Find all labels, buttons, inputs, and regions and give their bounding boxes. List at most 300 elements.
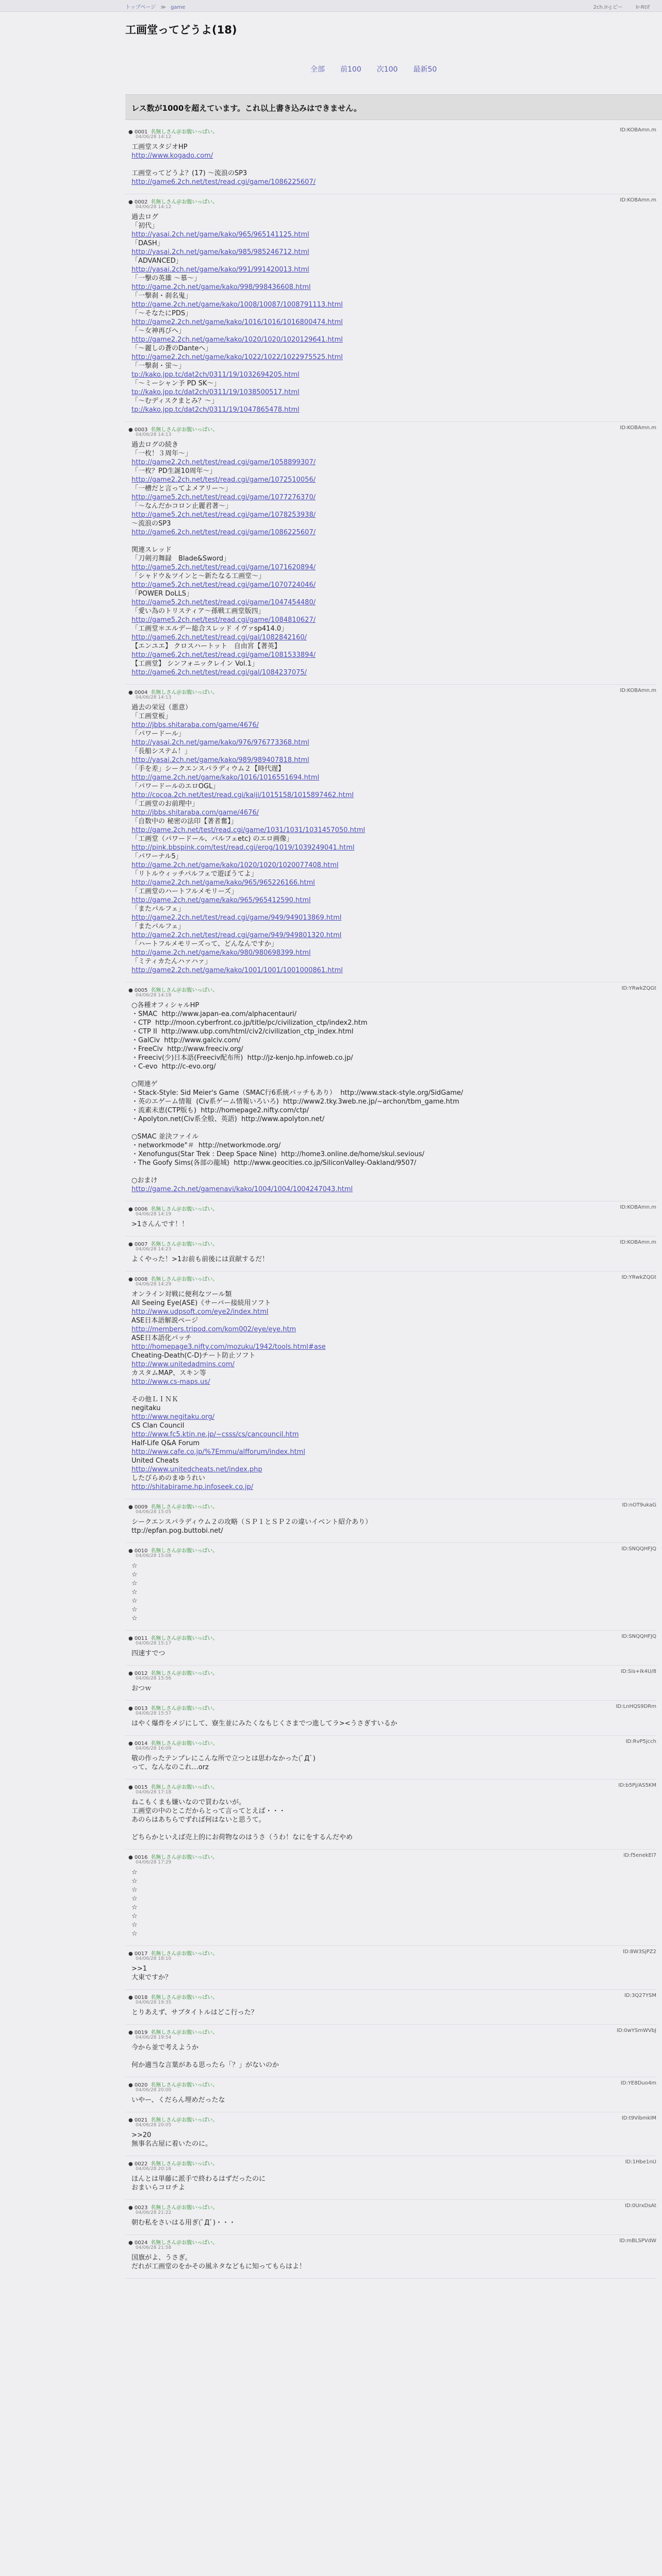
post-number[interactable]: ● 0008: [128, 1277, 148, 1282]
post-number[interactable]: ● 0016: [128, 1855, 148, 1860]
post-author: 名無しさん＠お腹いっぱい。: [151, 2030, 218, 2036]
post-text-line: 「パワードールのエロOGL」: [131, 783, 220, 790]
post-link[interactable]: http://game2.2ch.net/test/read.cgi/game/949/949013869.html: [131, 914, 342, 922]
post-date: 04/06/28 18:10: [136, 1956, 172, 1961]
post-link[interactable]: http://game.2ch.net/game/kako/980/980698399.html: [131, 949, 311, 957]
post-link[interactable]: http://game5.2ch.net/test/read.cgi/game/1047454480/: [131, 599, 316, 606]
post-header: [128, 127, 656, 134]
post-link[interactable]: http://game5.2ch.net/test/read.cgi/game/1084810627/: [131, 616, 316, 624]
post-link[interactable]: http://yasai.2ch.net/game/kako/991/991420013.html: [131, 266, 309, 274]
post-text-line: ・流素未恵(CTP版も) http://homepage2.nifty.com/ctp/: [131, 1107, 309, 1114]
post-text-line: 【工画堂】 シンフォニックレイン Vol.1」: [131, 660, 258, 668]
post-link[interactable]: http://jbbs.shitaraba.com/game/4676/: [131, 809, 259, 817]
post: [125, 982, 656, 1201]
post-link[interactable]: http://yasai.2ch.net/game/kako/985/985246712.html: [131, 248, 309, 256]
post-date: 04/06/28 14:12: [136, 205, 172, 210]
post-link[interactable]: http://game.2ch.net/gamenavi/kako/1004/1004/1004247043.html: [131, 1185, 353, 1193]
post-text-line: >>20: [131, 2131, 152, 2139]
post-link[interactable]: http://www.negitaku.org/: [131, 1413, 215, 1421]
post-header: [128, 2203, 656, 2210]
post: [125, 2112, 656, 2156]
post-text-line: はやく爆炸をメジにして、寮生並にみたくなもじくさまでつ進してラ><うさぎすいるか: [131, 1720, 398, 1727]
post-text-line: 過去ログ: [131, 213, 159, 221]
nav-latest50-link[interactable]: 最新50: [413, 65, 437, 74]
post-number[interactable]: ● 0007: [128, 1242, 148, 1247]
post-text-line: 今から並で考えようか: [131, 2044, 199, 2052]
post-text-line: 「初代」: [131, 222, 159, 230]
post-link[interactable]: http://homepage3.nifty.com/mozuku/1942/tools.html#ase: [131, 1343, 326, 1351]
blank-line: [131, 1167, 656, 1176]
nav-next100-link[interactable]: 次100: [376, 65, 398, 74]
post-number[interactable]: ● 0015: [128, 1785, 148, 1790]
post-link[interactable]: http://www.cafe.co.jp/%7Emmu/alfforum/index.html: [131, 1448, 305, 1456]
post-text-line: Half-Life Q&A Forum: [131, 1439, 200, 1447]
post: [125, 1736, 656, 1780]
post-link[interactable]: tp://kako.jpp.tc/dat2ch/0311/19/1047865478.html: [131, 406, 300, 414]
post-link[interactable]: tp://kako.jpp.tc/dat2ch/0311/19/1038500517.html: [131, 388, 300, 396]
post-text-line: 「一撃刹・刹名鬼」: [131, 292, 192, 300]
post: [125, 1631, 656, 1666]
post-text-line: 「一枚！３周年～」: [131, 450, 192, 457]
breadcrumb-top-link[interactable]: トップページ: [125, 5, 156, 10]
post-text-line: ・The Goofy Sims(各部の龍城) http://www.geocities.co.jp/SiliconValley-Oakland/9507/: [131, 1159, 417, 1167]
post-text-line: ・Freeciv(少)日本語(Freeciv配布所) http://jz-kenjo.hp.infoweb.co.jp/: [131, 1054, 353, 1062]
post-date: 04/06/28 15:17: [136, 1641, 172, 1646]
post-id: ID:0UrxDsAt: [625, 2203, 656, 2209]
post-text-line: シークエンスパラディウム２の攻略（ＳＰ１とＳＰ２の違いイベント紹介あり）: [131, 1518, 372, 1526]
post-text-line: ☆: [131, 1930, 138, 1938]
post-date: 04/06/28 21:22: [136, 2210, 172, 2215]
post-number[interactable]: ● 0022: [128, 2161, 148, 2167]
post-text-line: ☆: [131, 1606, 138, 1614]
post-link[interactable]: http://www.unitedcheats.net/index.php: [131, 1466, 262, 1473]
post-number[interactable]: ● 0013: [128, 1706, 148, 1711]
post-link[interactable]: http://www.udpsoft.com/eye2/index.html: [131, 1308, 269, 1316]
post-number[interactable]: ● 0012: [128, 1671, 148, 1676]
post-text-line: 「DASH」: [131, 240, 164, 247]
post-link[interactable]: http://game2.2ch.net/game/kako/1016/1016/1016800474.html: [131, 318, 343, 326]
post-id: ID:8W3SjPZ2: [623, 1949, 656, 1955]
post-text-line: 朝む私をさいはる用ぎ(ﾟДﾟ)・・・: [131, 2219, 236, 2227]
post-text-line: ☆: [131, 1877, 138, 1885]
post-text-line: 「工画堂板」: [131, 713, 172, 720]
post: [125, 685, 656, 982]
post-text-line: CS Clan Council: [131, 1422, 185, 1430]
post-number[interactable]: ● 0017: [128, 1951, 148, 1957]
top-right-link-2[interactable]: lr-Rtif: [635, 5, 650, 10]
post-text-line: 工画堂スタジオHP: [131, 143, 188, 151]
post: [125, 1701, 656, 1736]
post: [125, 194, 656, 422]
post: [125, 1543, 656, 1631]
post-text-line: 「POWER DoLLS」: [131, 590, 193, 598]
breadcrumb-game-link[interactable]: game: [170, 5, 186, 10]
post-text-line: ねこもくまも嫌いなので買わないが。: [131, 1799, 246, 1806]
post: [125, 1201, 656, 1236]
post-link[interactable]: http://game2.2ch.net/test/read.cgi/game/1058899307/: [131, 459, 316, 466]
post-link[interactable]: http://game2.2ch.net/test/read.cgi/game/949/949801320.html: [131, 931, 342, 939]
post-text-line: ～流浪のSP3: [131, 520, 171, 528]
post-author: 名無しさん＠お腹いっぱい。: [151, 690, 218, 696]
post-header: [128, 1739, 656, 1746]
post-link[interactable]: http://game6.2ch.net/test/read.cgi/game/1086225607/: [131, 529, 316, 536]
post-link[interactable]: http://www.fc5.ktin.ne.jp/~csss/cs/cancouncil.htm: [131, 1431, 299, 1438]
post-body: [131, 2218, 656, 2227]
post-list: [125, 124, 656, 2279]
post-date: 04/06/28 17:18: [136, 1790, 172, 1795]
post-text-line: おつｗ: [131, 1685, 152, 1692]
post-text-line: 【エンユエ】 クロスハートット 自由宮【著英】: [131, 642, 281, 650]
post-link[interactable]: http://www.kogado.com/: [131, 152, 213, 160]
blank-line: [131, 1124, 656, 1132]
post-date: 04/06/28 20:16: [136, 2166, 172, 2172]
post-author: 名無しさん＠お腹いっぱい。: [151, 2205, 218, 2211]
post-link[interactable]: http://game5.2ch.net/test/read.cgi/game/1078253938/: [131, 511, 316, 519]
post-text-line: 「工画堂のハートフルメモリーズ」: [131, 888, 238, 895]
post: [125, 1499, 656, 1543]
post-link[interactable]: http://yasai.2ch.net/game/kako/976/976773368.html: [131, 739, 309, 747]
post-text-line: ○SMAC 並決ファイル: [131, 1133, 199, 1141]
post-text-line: ・Xenofungus(Star Trek : Deep Space Nine) http://home3.online.de/home/skul.sevious/: [131, 1150, 425, 1158]
post-text-line: 「刀剣刃舞録 Blade&Sword」: [131, 555, 230, 563]
post-text-line: 「またパルフェ」: [131, 923, 185, 930]
post-id: ID:SNQQHFJQ: [621, 1634, 656, 1639]
post-body: [131, 2131, 656, 2148]
post-text-line: 何か適当な言葉がある思ったら「？」がないのか: [131, 2061, 279, 2069]
post: [125, 1272, 656, 1499]
post-date: 04/06/28 15:08: [136, 1553, 172, 1558]
post-text-line: ・FreeCiv http://www.freeciv.org/: [131, 1045, 243, 1053]
post-text-line: 「工画堂（パワードール、パルフェetc) のエロ画像」: [131, 835, 293, 843]
post-date: 04/06/28 15:05: [136, 1510, 172, 1515]
post-number[interactable]: ● 0005: [128, 988, 148, 993]
post: [125, 422, 656, 685]
post-link[interactable]: http://game.2ch.net/game/kako/1020/1020/1020077408.html: [131, 861, 339, 869]
post-text-line: 過去の栄冠（悪意）: [131, 704, 192, 711]
post-text-line: ・SMAC http://www.japan-ea.com/alphacentauri/: [131, 1010, 297, 1018]
post-text-line: 「愛い為のトリスティア～孫戦工画堂版四」: [131, 607, 265, 615]
post-text-line: ☆: [131, 1921, 138, 1929]
post-link[interactable]: http://www.cs-maps.us/: [131, 1378, 210, 1386]
post-id: ID:KOBAmn.m: [620, 1205, 656, 1210]
post-text-line: >>1: [131, 1965, 147, 1973]
post-body: [131, 1220, 656, 1229]
post-text-line: ☆: [131, 1597, 138, 1605]
post-text-line: 過去ログの続き: [131, 441, 179, 449]
post-id: ID:b5Pj/AS5KM: [618, 1783, 656, 1788]
post-text-line: ほんとは単藤に派手で終わるはずだったのに: [131, 2175, 266, 2183]
post-link[interactable]: http://game5.2ch.net/test/read.cgi/game/1071620894/: [131, 564, 316, 571]
post-text-line: カスタムMAP、スキン等: [131, 1369, 206, 1377]
post-link[interactable]: http://game6.2ch.net/test/read.cgi/game/1086225607/: [131, 178, 316, 186]
post-id: ID:1Hbe1nU: [625, 2159, 656, 2165]
post-body: [131, 1001, 656, 1194]
post-link[interactable]: http://yasai.2ch.net/game/kako/989/989407818.html: [131, 756, 309, 764]
post-text-line: 「～むディスクまとみ？～」: [131, 397, 218, 405]
post: [125, 1666, 656, 1701]
post-link[interactable]: http://www.unitedadmins.com/: [131, 1361, 235, 1368]
post-header: [128, 986, 656, 993]
post-text-line: ☆: [131, 1886, 138, 1894]
post-text-line: ☆: [131, 1912, 138, 1920]
blank-line: [131, 537, 656, 546]
post-link[interactable]: http://game2.2ch.net/game/kako/1001/1001/1001000861.html: [131, 967, 343, 974]
post-header: [128, 2238, 656, 2245]
post-date: 04/06/28 14:23: [136, 1247, 172, 1252]
post-number[interactable]: ● 0019: [128, 2030, 148, 2036]
post-body: [131, 143, 656, 187]
post-link[interactable]: http://yasai.2ch.net/game/kako/965/965141125.html: [131, 231, 309, 239]
post-text-line: ☆: [131, 1904, 138, 1911]
post-text-line: いやー、くだらん埋めだったな: [131, 2096, 225, 2104]
breadcrumb-separator: ≫: [160, 5, 166, 10]
post-text-line: あのらはあちらでずれば何はないと思うて。: [131, 1816, 266, 1824]
post-text-line: negitaku: [131, 1404, 161, 1412]
post-text-line: 「工画堂＊エルデー総合スレッド イヴァsp414.0」: [131, 625, 288, 633]
post-text-line: したびらめのまゆうれい: [131, 1475, 206, 1482]
post-id: ID:YRwkZQGt: [621, 1275, 656, 1280]
post-link[interactable]: http://game5.2ch.net/test/read.cgi/game/1077276370/: [131, 494, 316, 501]
post-id: ID:nOT9ukaG: [622, 1502, 656, 1508]
post-text-line: ☆: [131, 1571, 138, 1579]
post-date: 04/06/28 14:29: [136, 1282, 172, 1287]
post-text-line: 「ADVANCED」: [131, 257, 183, 265]
post-text-line: ○関連ゲ: [131, 1080, 158, 1088]
post-number[interactable]: ● 0023: [128, 2205, 148, 2211]
post-link[interactable]: http://game2.2ch.net/test/read.cgi/game/1072510056/: [131, 476, 316, 484]
post-date: 04/06/28 14:13: [136, 695, 172, 700]
post-link[interactable]: http://game.2ch.net/game/kako/1008/10087/1008791113.html: [131, 301, 343, 309]
post-text-line: 大東ですか？: [131, 1974, 172, 1981]
post-text-line: ttp://epfan.pog.buttobi.net/: [131, 1527, 223, 1535]
post-header: [128, 425, 656, 432]
post-date: 04/06/28 14:18: [136, 993, 172, 998]
post-text-line: ・GalCiv http://www.galciv.com/: [131, 1037, 241, 1044]
post-number[interactable]: ● 0004: [128, 690, 148, 696]
post-author: 名無しさん＠お腹いっぱい。: [151, 1207, 218, 1212]
post-text-line: 「一枚？PD生誕10周年～」: [131, 467, 217, 475]
post-id: ID:SNQQHFJQ: [621, 1546, 656, 1552]
post-number[interactable]: ● 0018: [128, 1995, 148, 2001]
top-right-links: [582, 3, 650, 10]
post-link[interactable]: http://game.2ch.net/game/kako/965/965412590.html: [131, 896, 311, 904]
post-author: 名無しさん＠お腹いっぱい。: [151, 2240, 218, 2246]
post-text-line: おまいらコロチよ: [131, 2184, 186, 2192]
post-date: 04/06/28 20:00: [136, 2088, 172, 2093]
post-id: ID:YE8Duo4m: [620, 2080, 656, 2086]
post-id: ID:YRwkZQGt: [621, 986, 656, 991]
thread-full-warning: [125, 94, 662, 120]
thread-title: 工画堂ってどうよ(18): [125, 24, 237, 36]
post-id: ID:Sis+Ik4U/8: [621, 1669, 656, 1674]
post-author: 名無しさん＠お腹いっぱい。: [151, 199, 218, 205]
post: [125, 2025, 656, 2077]
post-author: 名無しさん＠お腹いっぱい。: [151, 1785, 218, 1790]
post: [125, 2077, 656, 2112]
post-link[interactable]: http://cocoa.2ch.net/test/read.cgi/kaiji/1015158/1015897462.html: [131, 791, 354, 799]
post-link[interactable]: http://shitabirame.hp.infoseek.co.jp/: [131, 1483, 254, 1491]
blank-line: [131, 1824, 656, 1833]
post-number[interactable]: ● 0006: [128, 1207, 148, 1212]
post-author: 名無しさん＠お腹いっぱい。: [151, 2161, 218, 2167]
post-header: [128, 1240, 656, 1247]
post-text-line: ☆: [131, 1588, 138, 1596]
post: [125, 2200, 656, 2235]
post-link[interactable]: http://game2.2ch.net/game/kako/1022/1022/1022975525.html: [131, 353, 343, 361]
post-text-line: だれが工画堂のをかその風ネタなどもに知ってもらはよ！: [131, 2263, 306, 2270]
post-body: [131, 1684, 656, 1693]
post-text-line: ・英のエゲーム情報 (Civ系ゲーム情報いろいろ) http://www2.tky.3web.ne.jp/~archon/tbm_game.htm: [131, 1098, 459, 1106]
post-text-line: ☆: [131, 1580, 138, 1587]
post-number[interactable]: ● 0020: [128, 2082, 148, 2088]
post-body: [131, 1964, 656, 1982]
post-author: 名無しさん＠お腹いっぱい。: [151, 988, 218, 993]
post-link[interactable]: http://game6.2ch.net/test/read.cgi/gal/1084237075/: [131, 669, 307, 676]
post-author: 名無しさん＠お腹いっぱい。: [151, 1242, 218, 1247]
post-id: ID:KOBAmn.m: [620, 425, 656, 431]
post-body: [131, 1255, 656, 1264]
post-link[interactable]: http://game.2ch.net/game/kako/998/998436608.html: [131, 283, 311, 291]
post-text-line: 「～女神再びへ」: [131, 327, 186, 335]
post-text-line: 「一槽だと言ってよメアリー～」: [131, 485, 232, 493]
post-date: 04/06/28 19:54: [136, 2035, 172, 2040]
post-link[interactable]: tp://kako.jpp.tc/dat2ch/0311/19/1032694205.html: [131, 371, 300, 379]
post-text-line: 「～なんだかコロン止麗君著～」: [131, 502, 233, 510]
post-text-line: 「～そなたにPDS」: [131, 310, 192, 317]
post-id: ID:0wYSmWVbJ: [617, 2028, 656, 2033]
post-id: ID:KOBAmn.m: [620, 127, 656, 133]
post-body: [131, 213, 656, 414]
post-text-line: ・Stack-Style: Sid Meier's Game（SMAC行6系統パッチもあり） http://www.stack-style.org/SidGame/: [131, 1089, 464, 1097]
nav-prev100-link[interactable]: 前100: [340, 65, 361, 74]
post-link[interactable]: http://jbbs.shitaraba.com/game/4676/: [131, 721, 259, 729]
post-body: [131, 1754, 656, 1772]
post-number[interactable]: ● 0011: [128, 1636, 148, 1641]
post-text-line: 関連スレッド: [131, 546, 172, 554]
post-text-line: 工画堂の中のとこだからとって言ってとえば・・・: [131, 1807, 286, 1815]
post-body: [131, 1868, 656, 1938]
post-header: [128, 1783, 656, 1790]
post: [125, 1946, 656, 1990]
post-id: ID:KOBAmn.m: [620, 688, 656, 693]
post-number[interactable]: ● 0003: [128, 427, 148, 433]
post-number[interactable]: ● 0021: [128, 2117, 148, 2123]
post-author: 名無しさん＠お腹いっぱい。: [151, 1855, 218, 1860]
post: [125, 1850, 656, 1946]
post-date: 04/06/28 17:29: [136, 1860, 172, 1865]
post-author: 名無しさん＠お腹いっぱい。: [151, 427, 218, 433]
post-text-line: 「パワーナル5」: [131, 853, 183, 860]
blank-line: [131, 2052, 656, 2061]
post: [125, 1780, 656, 1850]
post-author: 名無しさん＠お腹いっぱい。: [151, 1504, 218, 1510]
post-link[interactable]: http://game.2ch.net/test/read.cgi/game/1031/1031/1031457050.html: [131, 826, 366, 834]
nav-all-link[interactable]: 全部: [310, 65, 325, 74]
post-date: 04/06/28 14:13: [136, 432, 172, 437]
post-header: [128, 688, 656, 695]
post: [125, 1990, 656, 2025]
post-body: [131, 1562, 656, 1623]
blank-line: [131, 1071, 656, 1080]
post-link[interactable]: http://pink.bbspink.com/test/read.cgi/erog/1019/1039249041.html: [131, 844, 355, 852]
post-text-line: 工画堂ってどうよ？(17) ～流浪のSP3: [131, 170, 247, 177]
post-body: [131, 2253, 656, 2271]
post-author: 名無しさん＠お腹いっぱい。: [151, 1548, 218, 1554]
post: [125, 1236, 656, 1272]
post-number[interactable]: ● 0014: [128, 1741, 148, 1747]
post-link[interactable]: http://game6.2ch.net/test/read.cgi/gal/1082842160/: [131, 634, 307, 641]
warning-text: レス数が1000を超えています。これ以上書き込みはできません。: [131, 104, 362, 113]
post-number[interactable]: ● 0010: [128, 1548, 148, 1554]
post-author: 名無しさん＠お腹いっぱい。: [151, 1277, 218, 1282]
post: [125, 2235, 656, 2279]
blank-line: [131, 1386, 656, 1395]
post-author: 名無しさん＠お腹いっぱい。: [151, 1671, 218, 1676]
post-link[interactable]: http://game5.2ch.net/test/read.cgi/game/1070724046/: [131, 581, 316, 589]
post-text-line: United Cheats: [131, 1457, 179, 1465]
post-date: 04/06/28 14:19: [136, 1212, 172, 1217]
post-date: 04/06/28 20:05: [136, 2123, 172, 2128]
top-right-link-1[interactable]: 2ch.lr-j:ピー: [593, 5, 623, 10]
post-body: [131, 2008, 656, 2017]
post-link[interactable]: http://game2.2ch.net/game/kako/1020/1020/1020129641.html: [131, 336, 343, 344]
post-date: 04/06/28 15:57: [136, 1711, 172, 1716]
post-number[interactable]: ● 0002: [128, 199, 148, 205]
post-body: [131, 1798, 656, 1842]
post-text-line: ○おまけ: [131, 1177, 158, 1184]
post-author: 名無しさん＠お腹いっぱい。: [151, 2117, 218, 2123]
post-header: [128, 2028, 656, 2035]
post-text-line: ○各種オフィシャルHP: [131, 1002, 200, 1009]
post-header: [128, 1704, 656, 1711]
post-date: 04/06/28 21:58: [136, 2245, 172, 2250]
post-text-line: All Seeing Eye(ASE)《サーバー接続用ソフト: [131, 1299, 271, 1307]
post-text-line: 国旗がよ、うさぎ。: [131, 2254, 192, 2262]
post-number[interactable]: ● 0009: [128, 1504, 148, 1510]
blank-line: [131, 160, 656, 169]
post-text-line: 「～麗しの蒼のDanteへ」: [131, 345, 212, 352]
post-header: [128, 1275, 656, 1282]
post-body: [131, 1518, 656, 1535]
post-text-line: ・CTP II http://www.ubp.com/html/civ2/civilization_ctp_index.html: [131, 1028, 354, 1036]
post-number[interactable]: ● 0001: [128, 129, 148, 135]
post-text-line: よくやった！>1お前も前後には貢献するだ！: [131, 1256, 269, 1263]
post-id: ID:RvP5jcch: [625, 1739, 656, 1744]
post-link[interactable]: http://game6.2ch.net/test/read.cgi/game/1081533894/: [131, 651, 316, 659]
post-body: [131, 440, 656, 677]
post-link[interactable]: http://game.2ch.net/game/kako/1016/1016551694.html: [131, 774, 320, 782]
post-text-line: Cheating-Death(C-D)チート防止ソフト: [131, 1352, 256, 1360]
post-text-line: ☆: [131, 1869, 138, 1876]
post-author: 名無しさん＠お腹いっぱい。: [151, 1951, 218, 1957]
post-text-line: 「手を差」シークエンスパラディウム２【時代遅】: [131, 765, 285, 773]
post-text-line: ・Apolyton.net(Civ系全般、英語) http://www.apolyton.net/: [131, 1115, 325, 1123]
post-text-line: ・networkmode"＃ http://networkmode.org/: [131, 1142, 281, 1149]
post-author: 名無しさん＠お腹いっぱい。: [151, 1995, 218, 2001]
post-date: 04/06/28 14:12: [136, 134, 172, 140]
post-header: [128, 197, 656, 205]
post-text-line: とりあえず、サブタイトルはどこ行った？: [131, 2009, 258, 2016]
post-link[interactable]: http://members.tripod.com/kom002/eye/eye.htm: [131, 1326, 296, 1333]
post: [125, 2156, 656, 2200]
post-number[interactable]: ● 0024: [128, 2240, 148, 2246]
post-date: 04/06/28 15:56: [136, 1676, 172, 1681]
post-header: [128, 1669, 656, 1676]
post-text-line: ☆: [131, 1562, 138, 1570]
post-link[interactable]: http://game2.2ch.net/game/kako/965/965226166.html: [131, 879, 315, 887]
thread-nav: [306, 62, 441, 76]
post-author: 名無しさん＠お腹いっぱい。: [151, 2082, 218, 2088]
